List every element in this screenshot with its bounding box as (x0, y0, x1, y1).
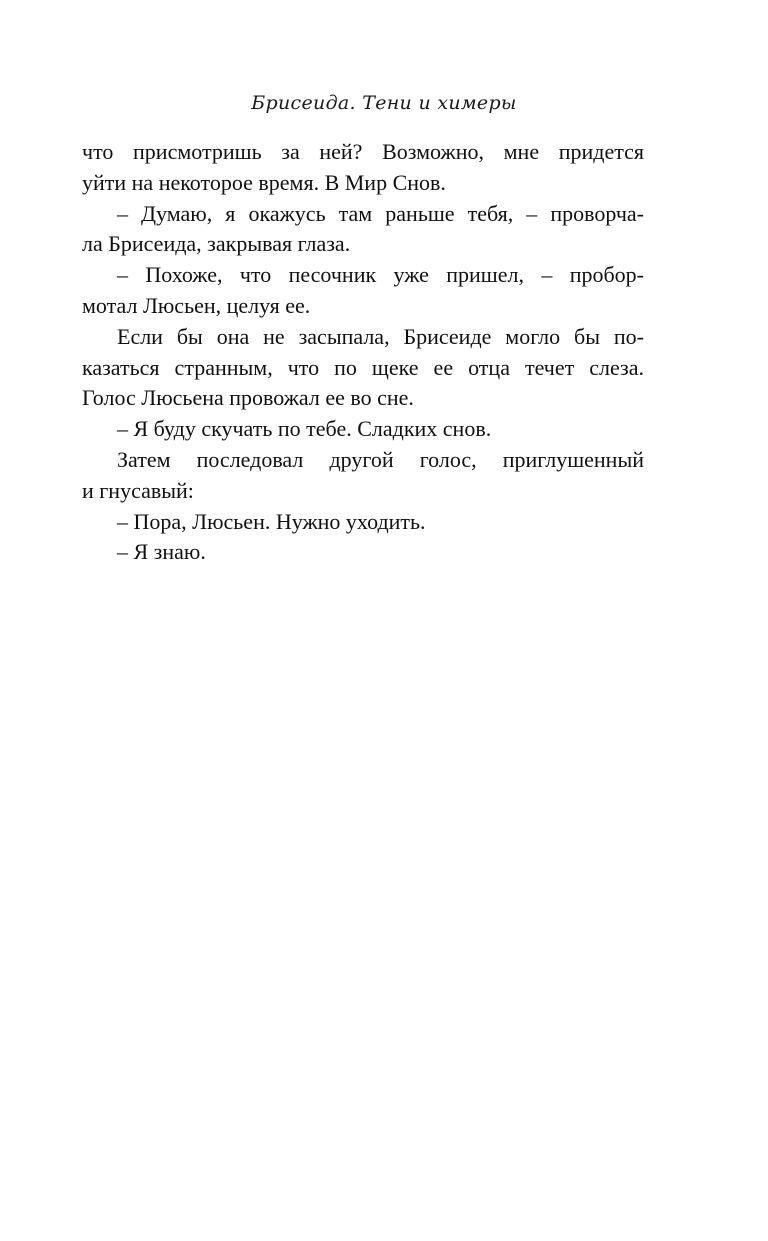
text-line: – Думаю, я окажусь там раньше тебя, – проворча- (117, 200, 644, 226)
text-line: Голос Люсьена провожал ее во сне. (82, 385, 414, 411)
text-line: – Я буду скучать по тебе. Сладких снов. (117, 416, 492, 442)
text-line: и гнусавый: (82, 477, 194, 503)
text-line: ла Брисеида, закрывая глаза. (82, 231, 351, 257)
text-line: что присмотришь за ней? Возможно, мне придется (82, 139, 644, 164)
text-line: – Пора, Люсьен. Нужно уходить. (117, 508, 426, 534)
text-line: казаться странным, что по щеке ее отца течет слеза. (82, 354, 644, 380)
text-line: мотал Люсьен, целуя ее. (82, 292, 311, 318)
text-line: – Похоже, что песочник уже пришел, – пробор- (117, 262, 644, 288)
text-line: уйти на некоторое время. В Мир Снов. (82, 169, 446, 195)
text-line: – Я знаю. (117, 539, 206, 565)
text-line: Если бы она не засыпала, Брисеиде могло бы по- (117, 323, 644, 349)
body-text (82, 137, 644, 568)
text-line: Затем последовал другой голос, приглушенный (117, 446, 644, 472)
running-header-title: Брисеида. Тени и химеры (251, 92, 517, 114)
